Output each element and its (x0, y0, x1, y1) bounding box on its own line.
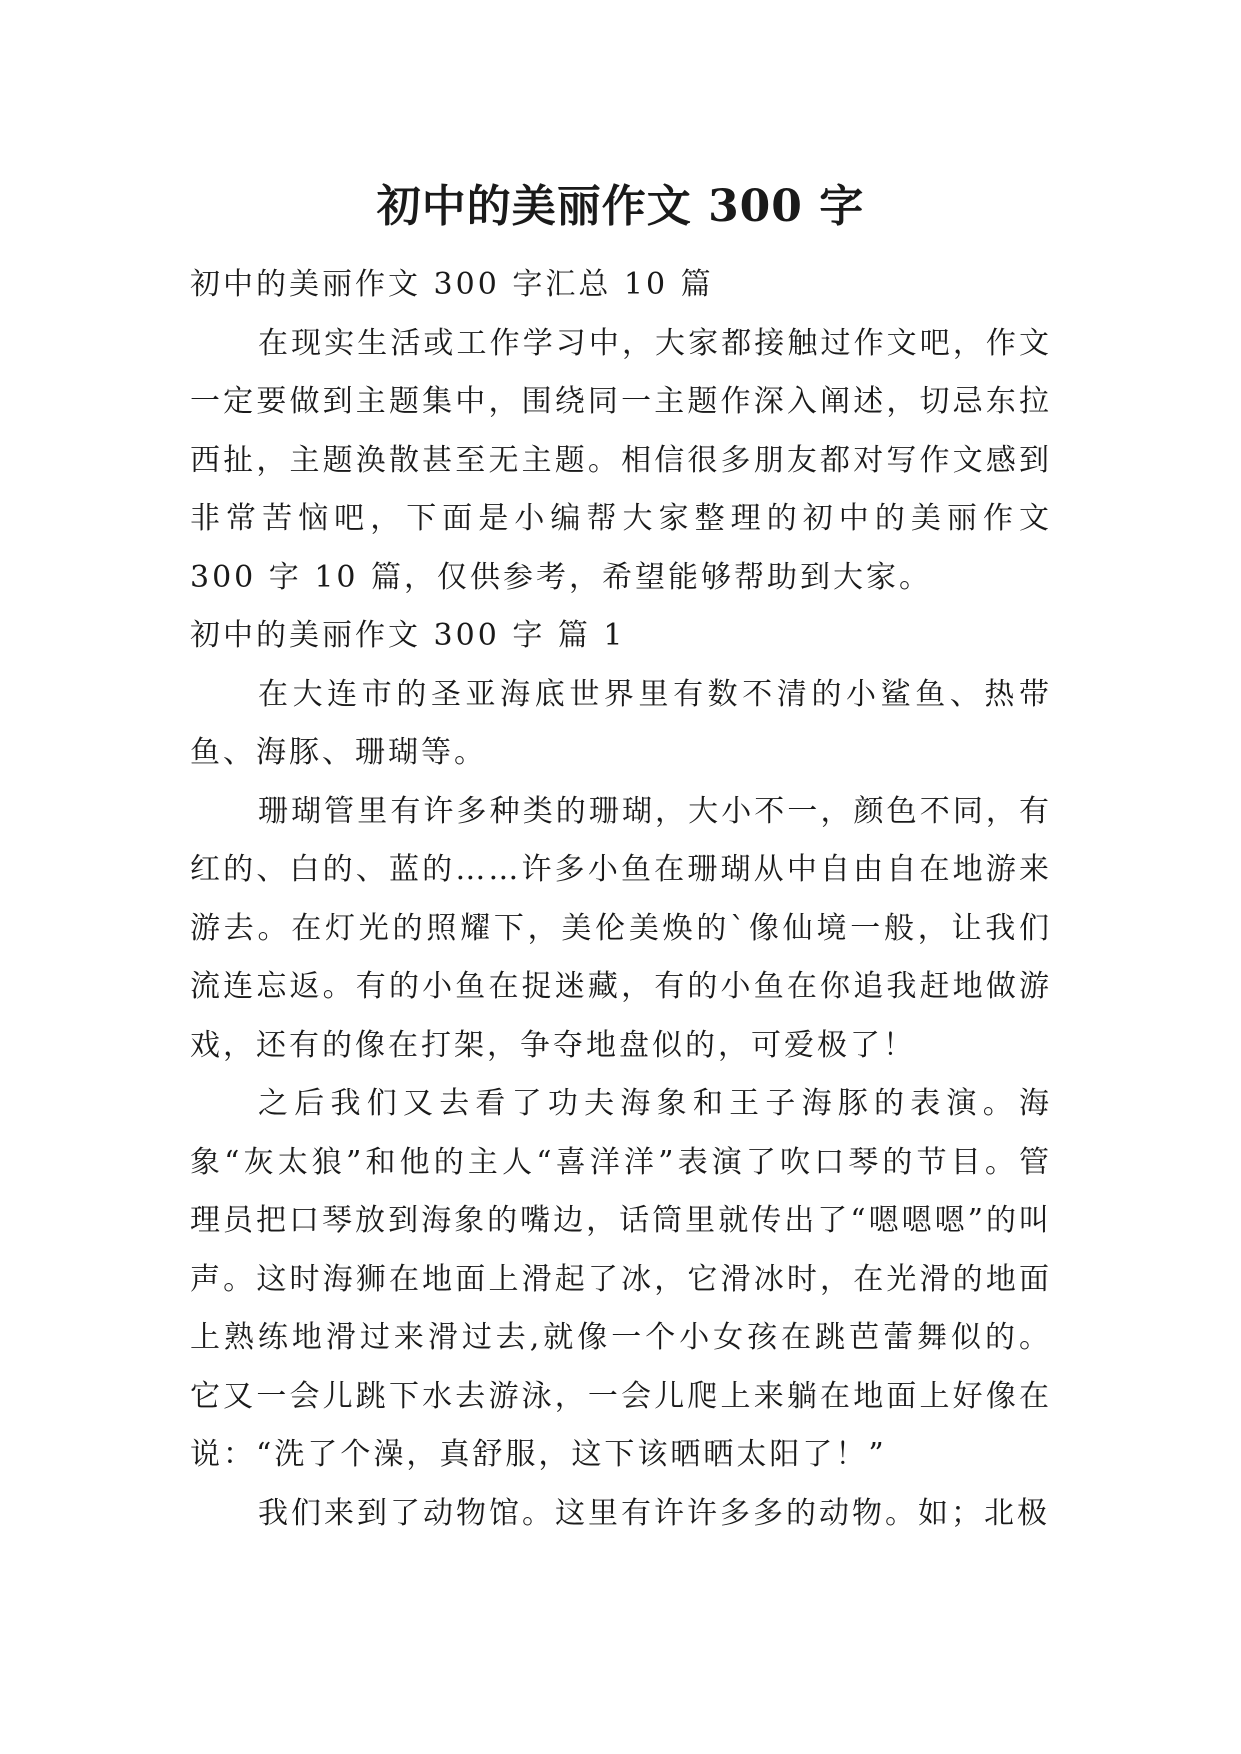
section-heading: 初中的美丽作文 300 字 篇 1 (190, 618, 626, 653)
page-title: 初中的美丽作文 300 字 (376, 181, 865, 233)
summary-heading: 初中的美丽作文 300 字汇总 10 篇 (190, 267, 714, 302)
essay-paragraph: 之后我们又去看了功夫海象和王子海豚的表演。海象“灰太狼”和他的主人“喜洋洋”表演了吹口琴的节目。管理员把口琴放到海象的嘴边，话筒里就传出了“嗯嗯嗯”的叫声。这时海狮在地面上滑起了冰，它滑冰时，在光滑的地面上熟练地滑过来滑过去,就像一个小女孩在跳芭蕾舞似的。它又一会儿跳下水去游泳，一会儿爬上来躺在地面上好像在说：“洗了个澡，真舒服，这下该晒晒太阳了！” (190, 1086, 1052, 1472)
essay-paragraph: 珊瑚管里有许多种类的珊瑚，大小不一，颜色不同，有红的、白的、蓝的……许多小鱼在珊瑚从中自由自在地游来游去。在灯光的照耀下，美伦美焕的`像仙境一般，让我们流连忘返。有的小鱼在捉迷藏，有的小鱼在你追我赶地做游戏，还有的像在打架，争夺地盘似的，可爱极了！ (190, 793, 1052, 1063)
document-body (190, 256, 1052, 1543)
essay-paragraph: 我们来到了动物馆。这里有许许多多的动物。如；北极 (258, 1495, 1050, 1531)
essay-paragraph: 在大连市的圣亚海底世界里有数不清的小鲨鱼、热带鱼、海豚、珊瑚等。 (190, 676, 1052, 770)
intro-paragraph: 在现实生活或工作学习中，大家都接触过作文吧，作文一定要做到主题集中，围绕同一主题作深入阐述，切忌东拉西扯，主题涣散甚至无主题。相信很多朋友都对写作文感到非常苦恼吧，下面是小编帮大家整理的初中的美丽作文 300 字 10 篇，仅供参考，希望能够帮助到大家。 (190, 325, 1052, 595)
